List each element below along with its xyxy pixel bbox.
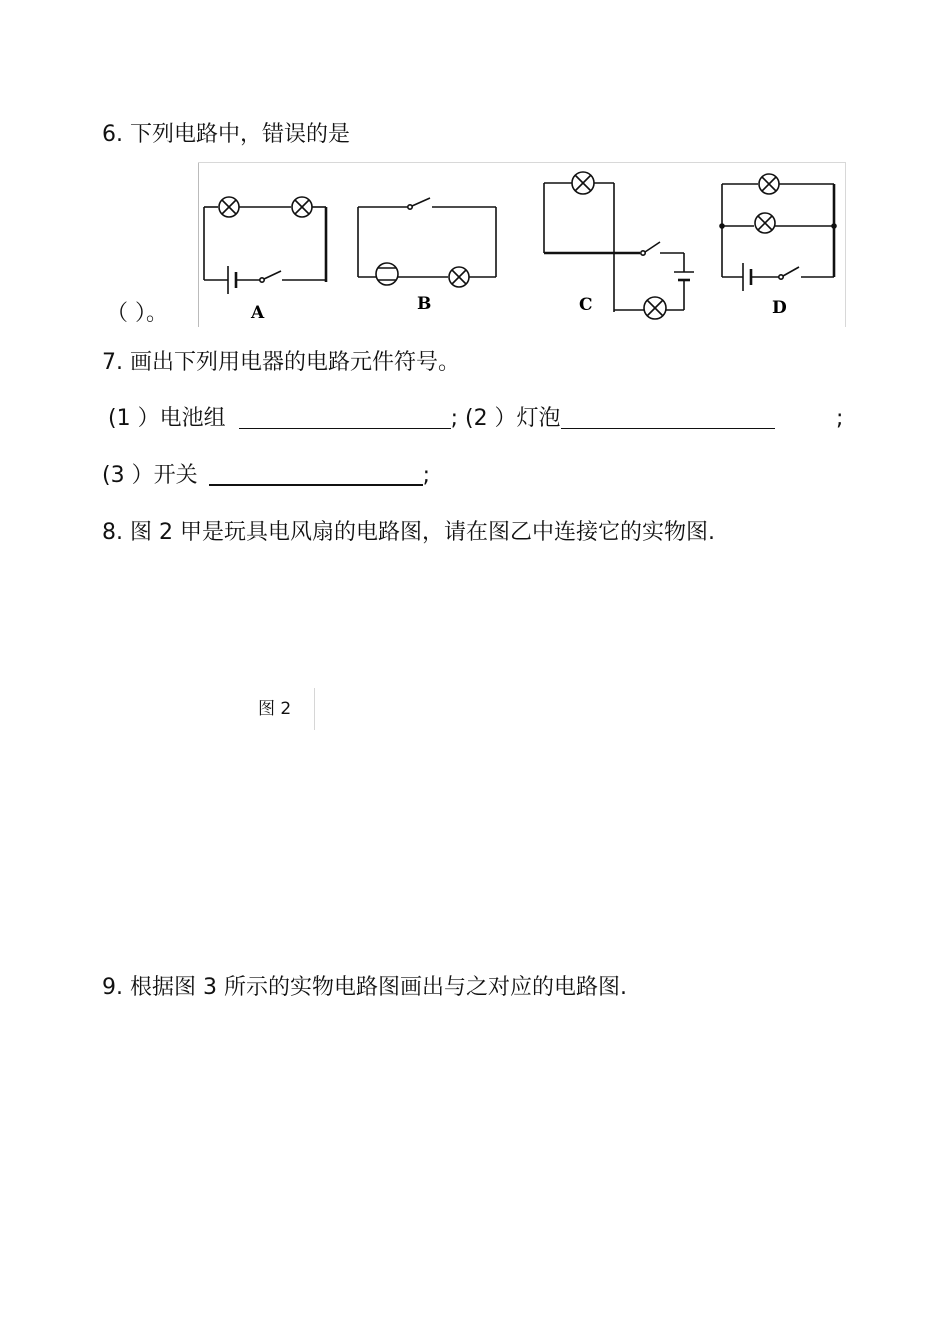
switch-symbol-blank[interactable] [209, 462, 423, 486]
question-9-stem: 9. 根据图 3 所示的实物电路图画出与之对应的电路图. [102, 975, 627, 1000]
option-label-b: B [417, 294, 432, 314]
item-switch-label: (3 ）开关 [102, 463, 198, 488]
figure-divider [314, 688, 315, 730]
item-bulb-label: (2 ）灯泡 [464, 406, 561, 431]
option-label-c: C [579, 295, 593, 315]
row-1-end-semicolon: ; [836, 406, 844, 431]
bulb-symbol-blank[interactable] [561, 406, 775, 429]
question-6-answer-paren: （ ）。 [106, 301, 168, 326]
option-label-d: D [772, 298, 787, 318]
row-2-end-semicolon: ; [422, 463, 430, 488]
circuit-b [358, 198, 496, 287]
circuit-a [204, 197, 326, 294]
option-label-a: A [251, 303, 265, 323]
question-7-row-2 [102, 461, 430, 491]
question-8-stem: 8. 图 2 甲是玩具电风扇的电路图，请在图乙中连接它的实物图. [102, 520, 715, 545]
question-6-stem: 6. 下列电路中，错误的是 [102, 122, 350, 147]
circuit-d [720, 174, 836, 291]
figure-2-caption: 图 2 [258, 699, 292, 719]
question-7-stem: 7. 画出下列用电器的电路元件符号。 [102, 350, 460, 375]
battery-symbol-blank[interactable] [239, 406, 451, 429]
item-battery-label: (1 ）电池组 [108, 406, 226, 431]
question-6-circuit-figure [198, 162, 848, 327]
circuit-c [544, 172, 694, 319]
item-separator: ; [450, 406, 465, 431]
question-7-row-1 [108, 404, 775, 434]
lamp-icon [376, 263, 398, 285]
